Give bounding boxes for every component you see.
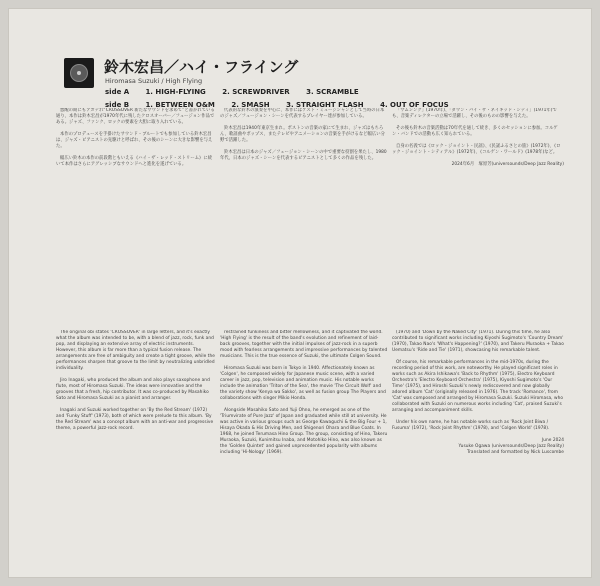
track-item: 2. SCREWDRIVER bbox=[222, 88, 290, 96]
paragraph: Of course, his remarkable performances in the mid-1970s, during the recording period of this work, are noteworthy. He played significant roles in works such as Akira Ishikawa's 'Back to Rhythm' (1975), Electro Keyboard Orchestra's 'Electro Keyboard Orchestra' (1975), Kiyoshi Sugimoto's 'Our Time' (1975), and Hiroshi Suzuki's newly rediscovered and now globally adored album 'Cat' (originally released in 1976). The track 'Romance', from 'Cat' was composed and arranged by Hiromasa Suzuki. Suzuki Hiromasa, who collaborated with Suzuki on numerous works including 'Cat', praised Suzuki's arranging and accompaniment skills. bbox=[392, 360, 564, 413]
paragraph: その後も鈴木の音楽活動は70年代を通して続き、多くのセッションに参加。コルゲン・バンドでの活動も広く知られている。 bbox=[392, 126, 558, 137]
paragraph: 本作のプロデュースを手掛けたサウンド・ブルートでも参加している鈴木宏昌は、ジャズ・ピアニストの先駆けと呼ばれ、その後のシーンに大きな影響を与えた。 bbox=[56, 132, 213, 149]
record-disc-icon bbox=[70, 64, 88, 82]
album-subtitle: Hiromasa Suzuki / High Flying bbox=[105, 77, 203, 85]
en-credit: June 2024 Yusuke Ogawa (universounds/Deep Jazz Reality) Translated and formatted by Nick Luscombe bbox=[458, 438, 564, 455]
liner-notes-jp-column-1 bbox=[56, 108, 216, 318]
liner-notes-en-column-2 bbox=[220, 330, 388, 570]
paragraph: Under his own name, he has notable works such as 'Rock Joint Biwa / Fusuma' (1972), 'Rock Joint Rhythm' (1978), and 'Colgen World' (1978). bbox=[392, 420, 550, 431]
paragraph: restrained funkiness and bitter mellowness, and it captivated the world. 'High Flying' is the result of the band's evolution and refinement of laid-back grooves, together with the initial impulses of jazz-rock in a superb mood with fearless arrangements and impressive performances by talented musicians. This is the true essence of Suzuki, the ultimate Colgen Sound. bbox=[220, 330, 388, 359]
track-item: 3. SCRAMBLE bbox=[306, 88, 359, 96]
liner-notes-jp-column-3 bbox=[392, 108, 564, 318]
album-title: 鈴木宏昌／ハイ・フライング bbox=[104, 58, 299, 76]
jp-credit: 2024年6月 塚原芳(universounds/Deep Jazz Reality) bbox=[451, 162, 564, 167]
paragraph: 幅広い鈴木の本作の前段階ともいえる《ハイ・ザ・レッド・ストリーム》に続いて本作はさらにアグレッシブなサウンドへと進化を遂げている。 bbox=[56, 156, 213, 167]
paragraph: Hiromasa Suzuki was born in Tokyo in 1940. Affectionately known as 'Colgen', he composed widely for Japanese music scene, with a varied career in jazz, pop, television and animation music. His notable works include the animation 'Triton of the Sea', the movie 'The Circuit Wolf' and the variety show 'Kenya wa Sakko', as well as fusion group The Players and collaborations with singer Mikio Honda. bbox=[220, 366, 386, 401]
paragraph: (1970) and 'Down by the Naked City' (1971). During this time, he also contributed to significant works including Kiyoshi Sugimoto's 'Country Dream' (1970), Takao Nao's 'What's Happening?' (1970), and Takeru Muraoka + Takao Uematsu's 'Ride and Tie' (1971), showcasing his remarkable talent. bbox=[392, 330, 564, 353]
paragraph: 自身の名義では《ロック・ジョイント・民謡》、《民謡ふるさとの旅》(1972年)、《ロック・ジョイント・シティアル》(1972年)、《コルゲン・ワールド》(1978年)など。 bbox=[392, 144, 561, 155]
track-item: 2. SMASH bbox=[231, 101, 270, 109]
paragraph: Inagaki and Suzuki worked together on 'By the Red Stream' (1972) and 'Funky Stuff' (1973), both of which were prelude to this album. 'By the Red Stream' was a concept album with an anti-war and progressive theme, a powerful jazz-rock record. bbox=[56, 408, 214, 431]
side-a-label: side A bbox=[105, 88, 130, 96]
paragraph: 「サムシング」(1970年)、「ダウン・バイ・ザ・ネイキッド・シティ」(1971年)でも、音楽ディレクターの立場で活躍し、その後のものの影響を与えた。 bbox=[392, 108, 557, 119]
track-item: 1. BETWEEN O&M bbox=[145, 101, 215, 109]
track-item: 1. HIGH-FLYING bbox=[145, 88, 206, 96]
paragraph: 鈴木宏昌は日本のジャズ／フュージョン・シーンの中で重要な役割を果たし、1980年代、日本のジャズ・シーンを代表するピアニストとして多くの作品を残した。 bbox=[220, 150, 387, 161]
liner-notes-jp-column-2 bbox=[220, 108, 388, 318]
track-item: 4. OUT OF FOCUS bbox=[380, 101, 449, 109]
paragraph: Alongside Masahiko Sato and Yuji Ohno, he emerged as one of the 'Triumvirate of Pure Jazz' of Japan and graduated while still at university. He was active in various groups such as George Kawaguchi & the Big Four + 1, Hisaya Okada & His Driving Men, and Shigenori Ohara and Blue Coats. In 1968, he joined Terumasa Hino Group. The group, consisting of Hino, Takeru Muraoka, Suzuki, Kunimitsu Inaba, and Motohiko Hino, was also known as the 'Golden Quintet' and gained unprecedented popularity with albums including 'Hi-Nology' (1969). bbox=[220, 408, 388, 455]
liner-notes-en-column-1 bbox=[56, 330, 216, 570]
paragraph: 悪醒の期にもアガテれ“CROSSOVER 新たなサウンドを求めて”と書かれている通り、本作は鈴木宏昌が1970年代に残したクロスオーバー／フュージョン作品である。ジャズ、ファンク、ロックの要素を大胆に取り入れている。 bbox=[56, 108, 215, 125]
liner-notes-en-column-3 bbox=[392, 330, 564, 570]
liner-notes-page bbox=[8, 8, 592, 578]
album-thumbnail bbox=[64, 58, 94, 88]
paragraph: 鈴木宏昌は1940年東京生まれ。ボストンの音楽の家にて生まれ、ジャズはもちろん、歌謡曲やポップス、またテレビやアニメーションの音楽を手がけるなど幅広い分野で活躍した。 bbox=[220, 126, 385, 143]
side-b-label: side B bbox=[105, 101, 130, 109]
paragraph: The original obi states 'CROSSOVER' in large letters, and it's exactly what the album was intended to be, with a blend of jazz, rock, funk and pop, and displaying an extensive array of electric instruments. However, this album is far more than a typical fusion release. The arrangements are free of ambiguity and create a tight groove, while the performances sharpen that groove to the limit by neutralizing unbridled individuality. bbox=[56, 330, 215, 371]
side-a-row bbox=[105, 86, 463, 99]
paragraph: Jiro Inagaki, who produced the album and also plays saxophone and flute, most of Hiromasa Suzuki. The ideas were innovative and the grooves that a fresh, hip contributor. It was co-produced by Masahiko Sato and Hiromasa Suzuki as a pianist and arranger. bbox=[56, 378, 210, 401]
track-item: 3. STRAIGHT FLASH bbox=[286, 101, 364, 109]
paragraph: 代表的な鈴木の演奏を中心に、本作にはゲスト・ミュージシャンとして当時の日本のジャズ／フュージョン・シーンを代表するプレイヤー達が参加している。 bbox=[220, 108, 385, 119]
